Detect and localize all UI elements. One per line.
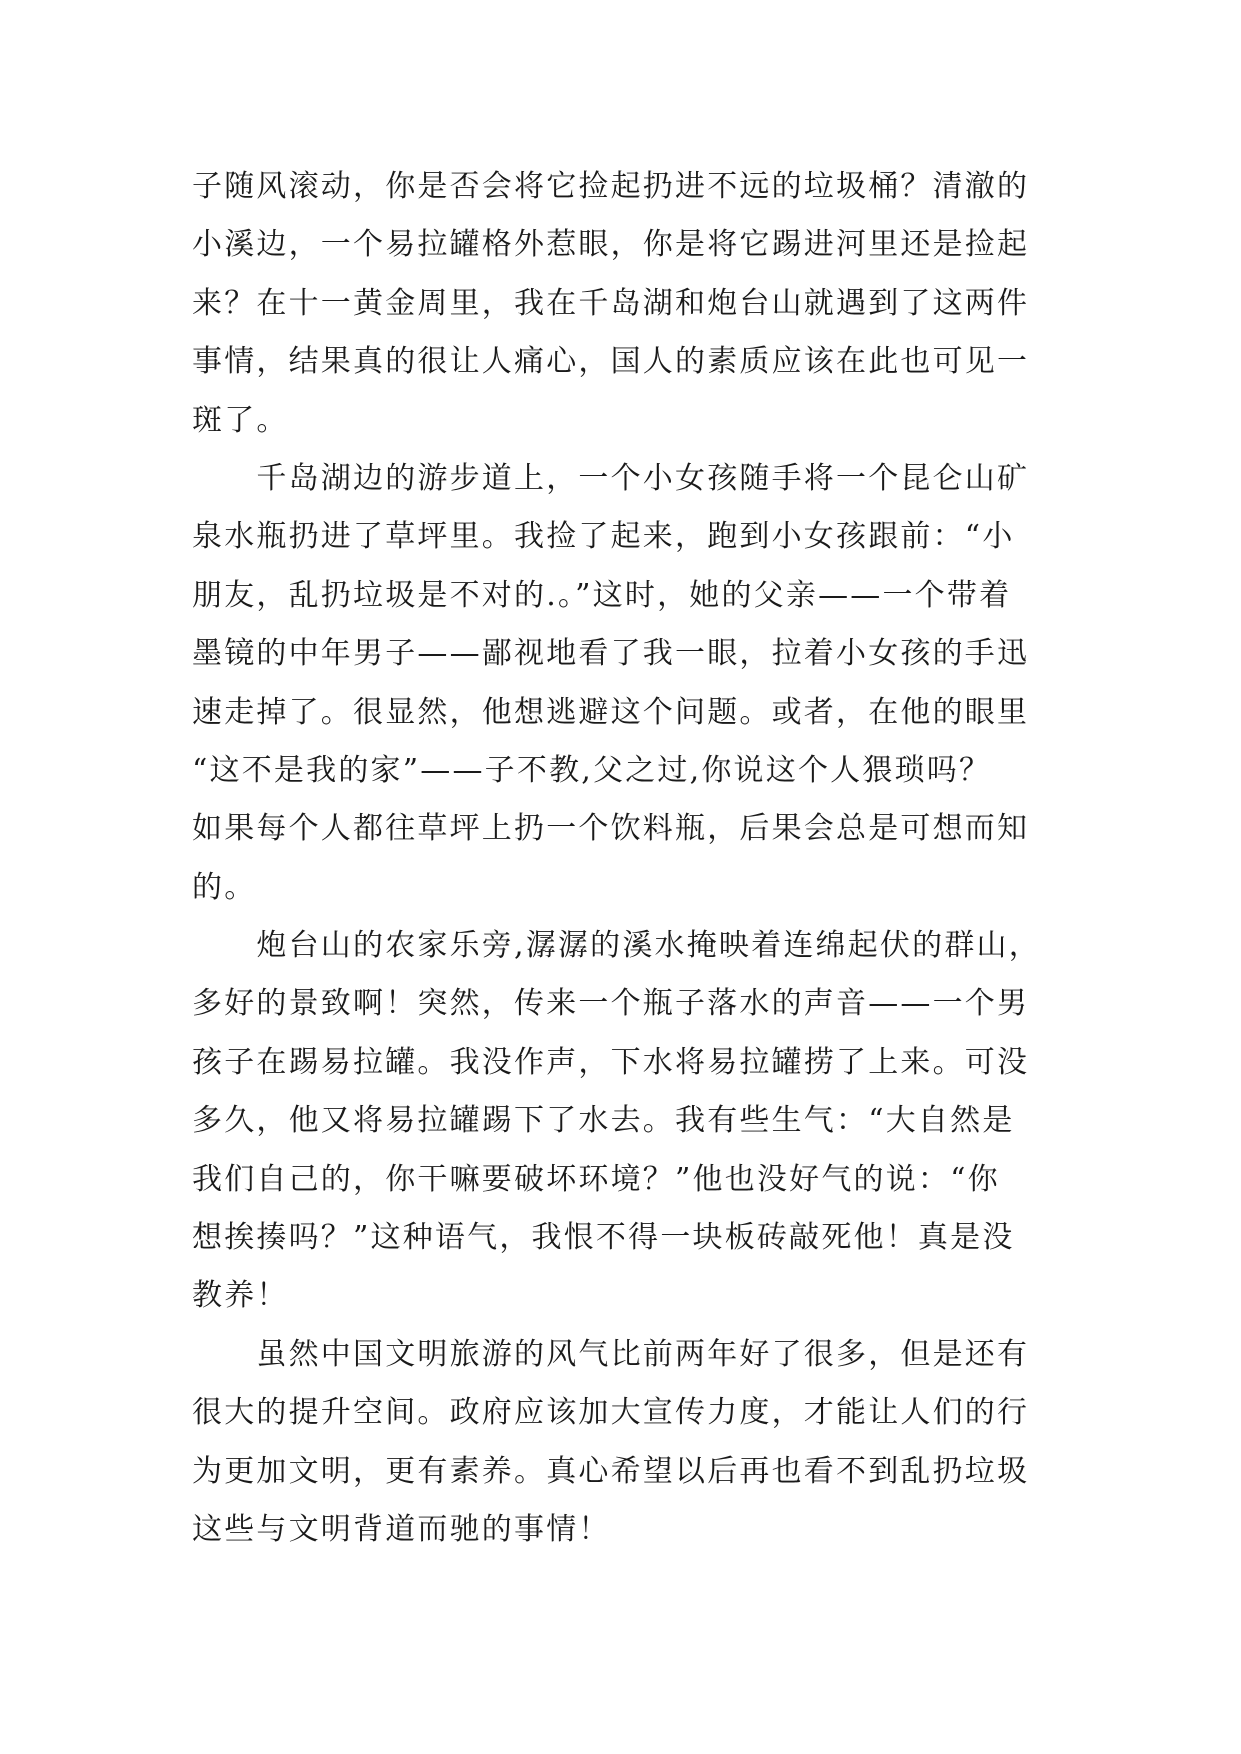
document-page — [192, 158, 1058, 1559]
text-line: 千岛湖边的游步道上，一个小女孩随手将一个昆仑山矿 — [192, 460, 1030, 496]
text-line: 多好的景致啊！突然，传来一个瓶子落水的声音——一个男 — [192, 986, 1030, 1022]
text-line: 多久，他又将易拉罐踢下了水去。我有些生气：“大自然是 — [192, 1103, 1015, 1139]
text-line: 墨镜的中年男子——鄙视地看了我一眼，拉着小女孩的手迅 — [192, 636, 1030, 672]
text-line: 这些与文明背道而驰的事情！ — [192, 1511, 611, 1547]
text-line: 为更加文明，更有素养。真心希望以后再也看不到乱扔垃圾 — [192, 1453, 1030, 1489]
text-line: 孩子在踢易拉罐。我没作声，下水将易拉罐捞了上来。可没 — [192, 1044, 1030, 1080]
text-line: 小溪边，一个易拉罐格外惹眼，你是将它踢进河里还是捡起 — [192, 227, 1030, 263]
text-line: 的。 — [192, 869, 257, 905]
text-line: 如果每个人都往草坪上扔一个饮料瓶，后果会总是可想而知 — [192, 811, 1030, 847]
text-line: 朋友，乱扔垃圾是不对的.。”这时，她的父亲——一个带着 — [192, 577, 1012, 613]
text-line: 教养！ — [192, 1278, 289, 1314]
text-line: 炮台山的农家乐旁,潺潺的溪水掩映着连绵起伏的群山， — [192, 928, 1041, 964]
text-line: 我们自己的，你干嘛要破坏环境？”他也没好气的说：“你 — [192, 1161, 1000, 1197]
text-line: 泉水瓶扔进了草坪里。我捡了起来，跑到小女孩跟前：“小 — [192, 519, 1015, 555]
text-line: 来？在十一黄金周里，我在千岛湖和炮台山就遇到了这两件 — [192, 285, 1030, 321]
text-line: 事情，结果真的很让人痛心，国人的素质应该在此也可见一 — [192, 344, 1030, 380]
text-line: 想挨揍吗？”这种语气，我恨不得一块板砖敲死他！真是没 — [192, 1220, 1015, 1256]
text-line: 速走掉了。很显然，他想逃避这个问题。或者，在他的眼里 — [192, 694, 1030, 730]
text-line: 斑了。 — [192, 402, 289, 438]
text-line: 子随风滚动，你是否会将它捡起扔进不远的垃圾桶？清澈的 — [192, 169, 1030, 204]
text-line: “这不是我的家”——子不教,父之过,你说这个人猥琐吗？ — [192, 752, 992, 788]
text-line: 很大的提升空间。政府应该加大宣传力度，才能让人们的行 — [192, 1395, 1030, 1431]
text-line: 虽然中国文明旅游的风气比前两年好了很多，但是还有 — [192, 1336, 1030, 1372]
